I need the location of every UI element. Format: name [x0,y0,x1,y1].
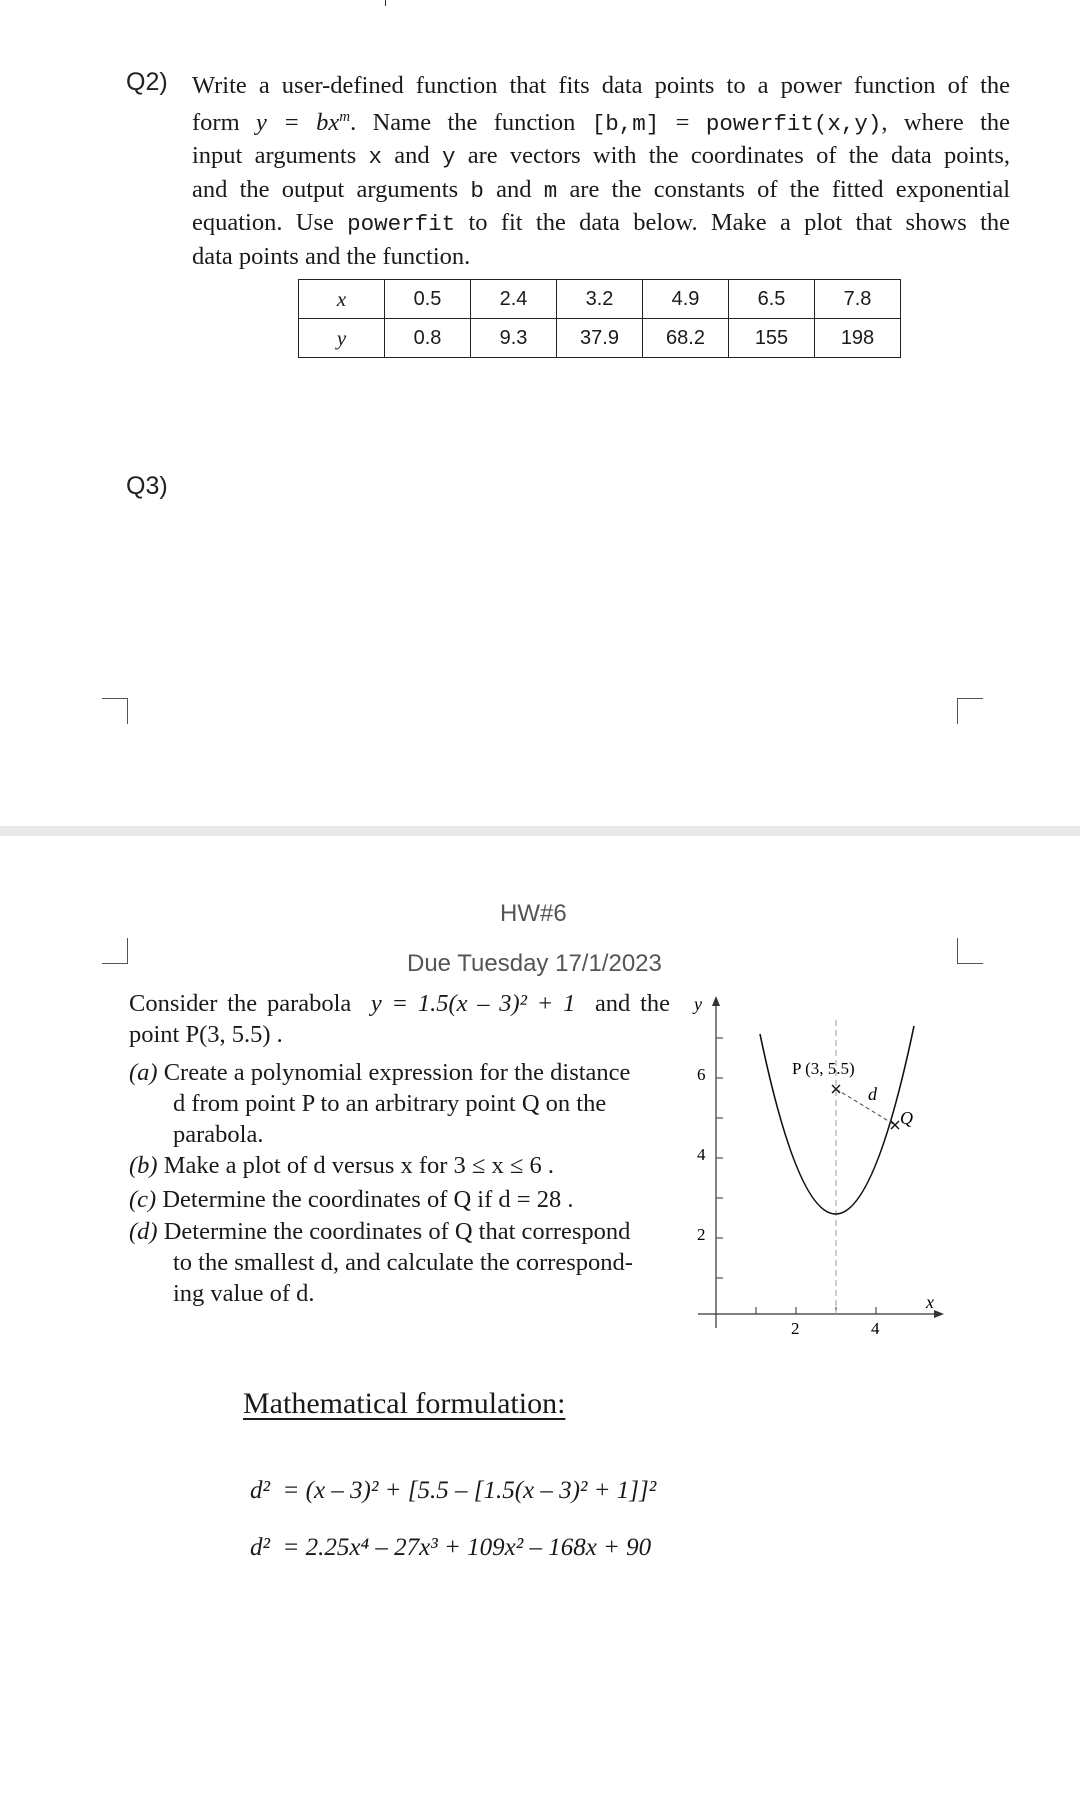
q2-line-2: form $y = bx^m$. Name the function [b,m] = powerfit(x,y), where the [192,108,1011,137]
problem-line-1: Consider the parabola y = 1.5(x – 3)² + 1 and the [129,990,671,1017]
distance-line [836,1089,895,1125]
table-cell: 7.8 [815,280,901,319]
table-header-y: y [299,319,385,358]
y-tick-label: 6 [697,1065,706,1084]
part-c: (c) Determine the coordinates of Q if d = 28 . [129,1186,574,1213]
page-corner-mark [957,938,983,964]
q2-line-5: equation. Use powerfit to fit the data below. Make a plot that shows the [192,209,1011,238]
y-axis-arrow [712,996,720,1006]
q2-line-4: and the output arguments b and m are the constants of the fitted exponential [192,175,1011,204]
point-p-label: P (3, 5.5) [792,1059,855,1078]
table-row-y [299,319,901,358]
table-cell: 0.8 [385,319,471,358]
table-cell: 0.5 [385,280,471,319]
problem-line-2: point P(3, 5.5) . [129,1021,283,1048]
table-cell: 198 [815,319,901,358]
table-cell: 6.5 [729,280,815,319]
y-axis-label: y [694,994,702,1014]
table-header-x: x [299,280,385,319]
table-cell: 68.2 [643,319,729,358]
equation-1-rhs: = (x – 3)² + [5.5 – [1.5(x – 3)² + 1]]² [282,1477,657,1504]
equation-2 [250,1534,651,1562]
y-tick-label: 4 [697,1145,706,1164]
y-tick-label: 2 [697,1225,706,1244]
point-q-label: Q [900,1108,913,1128]
problem-intro [129,988,670,1050]
power-form-equation: $y = bx^m$ [256,108,351,136]
page-corner-mark [102,698,128,724]
q3-label: Q3) [126,472,168,500]
q2-line-3: input arguments x and y are vectors with the coordinates of the data points, [192,142,1011,171]
powerfit-code: powerfit [347,211,456,238]
x-tick-label: 4 [871,1319,880,1338]
page-corner-mark [957,698,983,724]
x-tick-label: 2 [791,1319,800,1338]
q2-text [192,70,1010,272]
data-table [298,279,901,358]
equation-1-lhs: d² [250,1477,270,1504]
function-signature-right: powerfit(x,y) [705,110,882,137]
part-b: (b) Make a plot of d versus x for 3 ≤ x ≤ 6 . [129,1152,554,1179]
y-ticks [716,1038,723,1278]
x-axis-arrow [934,1310,944,1318]
q2-line-1: Write a user-defined function that fits data points to a power function of the [192,72,1010,99]
page-corner-mark [102,938,128,964]
due-date: Due Tuesday 17/1/2023 [407,950,662,977]
part-a-label: (a) [129,1059,158,1086]
table-cell: 2.4 [471,280,557,319]
page-separator [0,826,1080,836]
hw-title: HW#6 [500,900,567,927]
x-ticks [756,1307,876,1314]
q2-label: Q2) [126,68,168,96]
part-d-cont: to the smallest d, and calculate the correspond- ing value of d. [173,1249,633,1307]
page-1 [0,0,1080,826]
equation-2-lhs: d² [250,1534,270,1561]
part-d: (d) Determine the coordinates of Q that correspond [129,1218,631,1245]
table-cell: 3.2 [557,280,643,319]
part-b-label: (b) [129,1152,158,1179]
part-a: (a) Create a polynomial expression for the distance [129,1059,631,1086]
equation-2-rhs: = 2.25x⁴ – 27x³ + 109x² – 168x + 90 [282,1534,652,1561]
x-axis-label: x [926,1292,934,1312]
equation-1 [250,1477,656,1505]
distance-label: d [868,1084,877,1104]
part-a-cont: d from point P to an arbitrary point Q on the parabola. [173,1090,607,1148]
formulation-title: Mathematical formulation: [243,1387,566,1420]
function-signature-left: [b,m] [591,110,660,137]
table-cell: 4.9 [643,280,729,319]
part-c-label: (c) [129,1186,157,1213]
table-cell: 37.9 [557,319,643,358]
table-cell: 9.3 [471,319,557,358]
page-top-tick [385,0,386,6]
parabola-equation: y = 1.5(x – 3)² + 1 [370,990,576,1017]
parabola-figure [690,992,950,1344]
table-row-x [299,280,901,319]
part-d-label: (d) [129,1218,158,1245]
parabola-curve [760,1026,914,1214]
q2-line-6: data points and the function. [192,242,471,270]
table-cell: 155 [729,319,815,358]
